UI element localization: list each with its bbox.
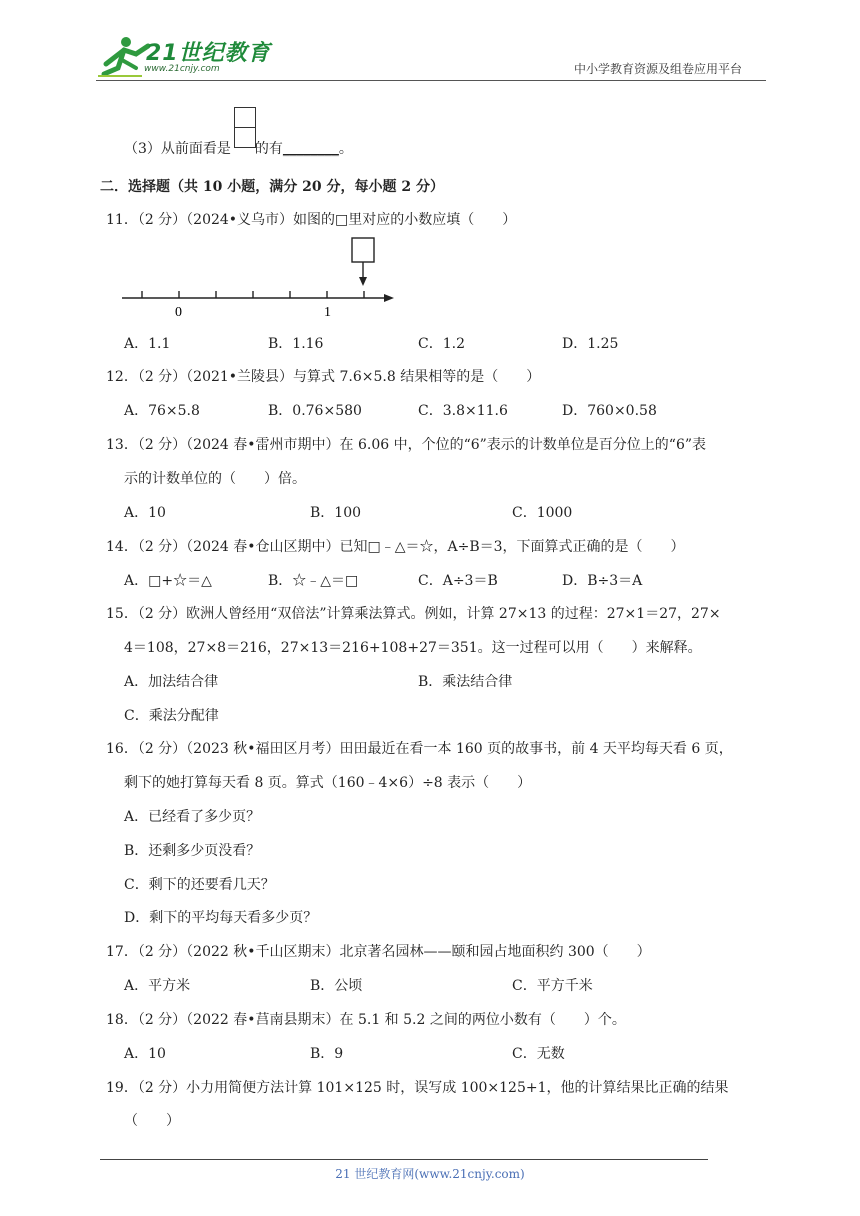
question-16-cont: 剩下的她打算每天看 8 页。算式（160﹣4×6）÷8 表示（ ） [124, 775, 532, 791]
section-title: 二．选择题（共 10 小题，满分 20 分，每小题 2 分） [100, 179, 444, 195]
question-19-cont: （ ） [124, 1113, 180, 1129]
q14-option-d[interactable]: D．B÷3＝A [562, 573, 643, 589]
q13-option-c[interactable]: C．1000 [512, 505, 573, 521]
q11-option-a[interactable]: A．1.1 [124, 336, 171, 352]
q12-option-d[interactable]: D．760×0.58 [562, 403, 657, 419]
prev-item-end: 。 [338, 141, 353, 157]
q15-option-b[interactable]: B．乘法结合律 [418, 674, 513, 690]
q11-option-b[interactable]: B．1.16 [268, 336, 324, 352]
q15-option-c[interactable]: C．乘法分配律 [124, 708, 219, 724]
prev-item-suffix: 的有 [254, 141, 283, 157]
q15-option-a[interactable]: A．加法结合律 [124, 674, 219, 690]
footer-text[interactable]: 21 世纪教育网(www.21cnjy.com) [335, 1167, 525, 1181]
q17-option-b[interactable]: B．公顷 [310, 978, 363, 994]
question-13-cont: 示的计数单位的（ ）倍。 [124, 471, 306, 487]
question-18: 18．（2 分）（2022 春•莒南县期末）在 5.1 和 5.2 之间的两位小数有（ ）个。 [106, 1012, 626, 1028]
q17-option-c[interactable]: C．平方千米 [512, 978, 593, 994]
logo-url: www.21cnjy.com [144, 64, 220, 74]
q18-option-c[interactable]: C．无数 [512, 1046, 565, 1062]
question-19: 19．（2 分）小力用简便方法计算 101×125 时，误写成 100×125+1，他的计算结果比正确的结果 [106, 1080, 729, 1096]
tick-label-1: 1 [324, 305, 331, 320]
question-16: 16．（2 分）（2023 秋•福田区月考）田田最近在看一本 160 页的故事书，前 4 天平均每天看 6 页， [106, 741, 733, 757]
q16-option-c[interactable]: C．剩下的还要看几天？ [124, 877, 275, 893]
q11-option-c[interactable]: C．1.2 [418, 336, 465, 352]
q14-option-c[interactable]: C．A÷3＝B [418, 573, 498, 589]
q16-option-a[interactable]: A．已经看了多少页？ [124, 809, 261, 825]
q13-option-a[interactable]: A．10 [124, 505, 166, 521]
q17-option-a[interactable]: A．平方米 [124, 978, 191, 994]
q16-option-b[interactable]: B．还剩多少页没看？ [124, 843, 261, 859]
platform-title: 中小学教育资源及组卷应用平台 [574, 62, 743, 76]
q12-option-a[interactable]: A．76×5.8 [124, 403, 200, 419]
tick-label-0: 0 [175, 305, 182, 320]
footer-divider [100, 1159, 708, 1160]
front-view-figure [234, 107, 256, 149]
question-15-cont: 4＝108，27×8＝216，27×13＝216+108+27＝351。这一过程可以用（ ）来解释。 [124, 640, 702, 656]
question-13: 13．（2 分）（2024 春•雷州市期中）在 6.06 中，个位的“6”表示的计数单位是百分位上的“6”表 [106, 437, 707, 453]
q12-option-b[interactable]: B．0.76×580 [268, 403, 362, 419]
q16-option-d[interactable]: D．剩下的平均每天看多少页？ [124, 910, 318, 926]
question-15: 15．（2 分）欧洲人曾经用“双倍法”计算乘法算式。例如，计算 27×13 的过程：27×1＝27，27× [106, 606, 721, 622]
prev-item-prefix: （3）从前面看是 [124, 141, 231, 157]
q13-option-b[interactable]: B．100 [310, 505, 362, 521]
q11-option-d[interactable]: D．1.25 [562, 336, 619, 352]
q14-option-a[interactable]: A．□+☆＝△ [124, 573, 212, 589]
logo-text: 21世纪教育 [146, 41, 271, 66]
header-divider [96, 80, 766, 81]
q18-option-b[interactable]: B．9 [310, 1046, 344, 1062]
question-14: 14．（2 分）（2024 春•仓山区期中）已知□﹣△＝☆，A÷B＝3，下面算式正确的是（ ） [106, 539, 685, 555]
answer-blank: ________ [282, 141, 339, 157]
q14-option-b[interactable]: B．☆﹣△＝□ [268, 573, 359, 589]
q18-option-a[interactable]: A．10 [124, 1046, 166, 1062]
question-17: 17．（2 分）（2022 秋•千山区期末）北京著名园林——颐和园占地面积约 300（ ） [106, 944, 651, 960]
q12-option-c[interactable]: C．3.8×11.6 [418, 403, 508, 419]
question-11: 11．（2 分）（2024•义乌市）如图的□里对应的小数应填（ ） [106, 212, 517, 228]
question-12: 12．（2 分）（2021•兰陵县）与算式 7.6×5.8 结果相等的是（ ） [106, 369, 541, 385]
number-line-figure [120, 232, 410, 324]
answer-box [352, 238, 374, 262]
